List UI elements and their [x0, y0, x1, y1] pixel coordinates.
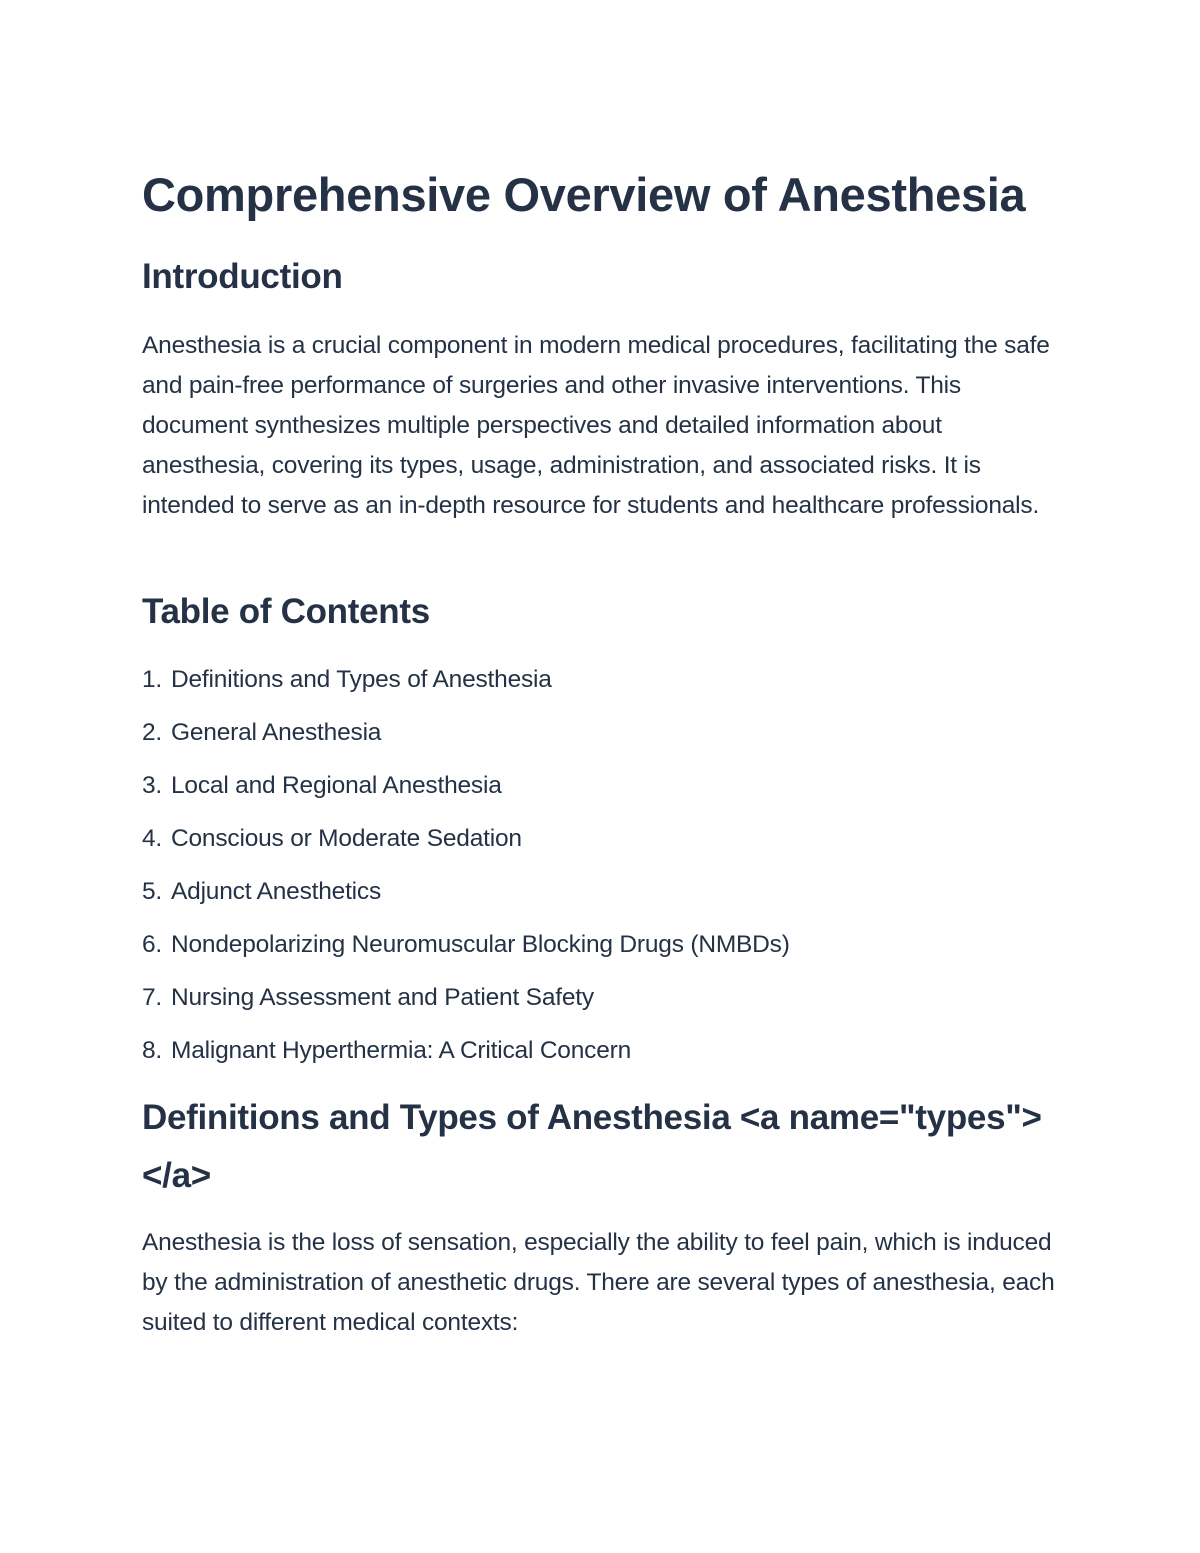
toc-item-number: 5. [142, 878, 163, 905]
types-section-paragraph: Anesthesia is the loss of sensation, especially the ability to feel pain, which is induced by the administration of anesthetic drugs. There are several types of anesthesia, each suited to different medical contexts: [142, 1229, 1055, 1336]
toc-item-number: 2. [142, 719, 163, 746]
toc-item-number: 3. [142, 772, 163, 799]
toc-list [142, 661, 790, 1085]
introduction-paragraph: Anesthesia is a crucial component in modern medical procedures, facilitating the safe and pain-free performance of surgeries and other invasive interventions. This document synthesizes multiple perspectives and detailed information about anesthesia, covering its types, usage, administration, and associated risks. It is intended to serve as an in-depth resource for students and healthcare professionals. [142, 332, 1050, 519]
toc-item-label: Nondepolarizing Neuromuscular Blocking Drugs (NMBDs) [171, 931, 790, 958]
toc-item[interactable] [142, 1032, 790, 1085]
toc-item[interactable] [142, 820, 790, 873]
toc-item-number: 8. [142, 1037, 163, 1064]
toc-item[interactable] [142, 767, 790, 820]
toc-item-label: Local and Regional Anesthesia [171, 772, 502, 799]
toc-item-label: Malignant Hyperthermia: A Critical Concern [171, 1037, 632, 1064]
toc-item[interactable] [142, 873, 790, 926]
toc-item[interactable] [142, 979, 790, 1032]
toc-item-label: General Anesthesia [171, 719, 382, 746]
introduction-heading: Introduction [142, 257, 343, 296]
toc-item-number: 1. [142, 666, 163, 693]
toc-item-label: Definitions and Types of Anesthesia [171, 666, 552, 693]
toc-item-label: Adjunct Anesthetics [171, 878, 382, 905]
toc-item-label: Conscious or Moderate Sedation [171, 825, 522, 852]
toc-item[interactable] [142, 714, 790, 767]
toc-item-number: 7. [142, 984, 163, 1011]
toc-heading: Table of Contents [142, 592, 430, 631]
types-section-heading: Definitions and Types of Anesthesia <a name="types"></a> [142, 1098, 1042, 1195]
toc-item-number: 6. [142, 931, 163, 958]
toc-item-number: 4. [142, 825, 163, 852]
document-title: Comprehensive Overview of Anesthesia [142, 168, 1026, 221]
toc-item[interactable] [142, 661, 790, 714]
toc-item[interactable] [142, 926, 790, 979]
toc-item-label: Nursing Assessment and Patient Safety [171, 984, 594, 1011]
